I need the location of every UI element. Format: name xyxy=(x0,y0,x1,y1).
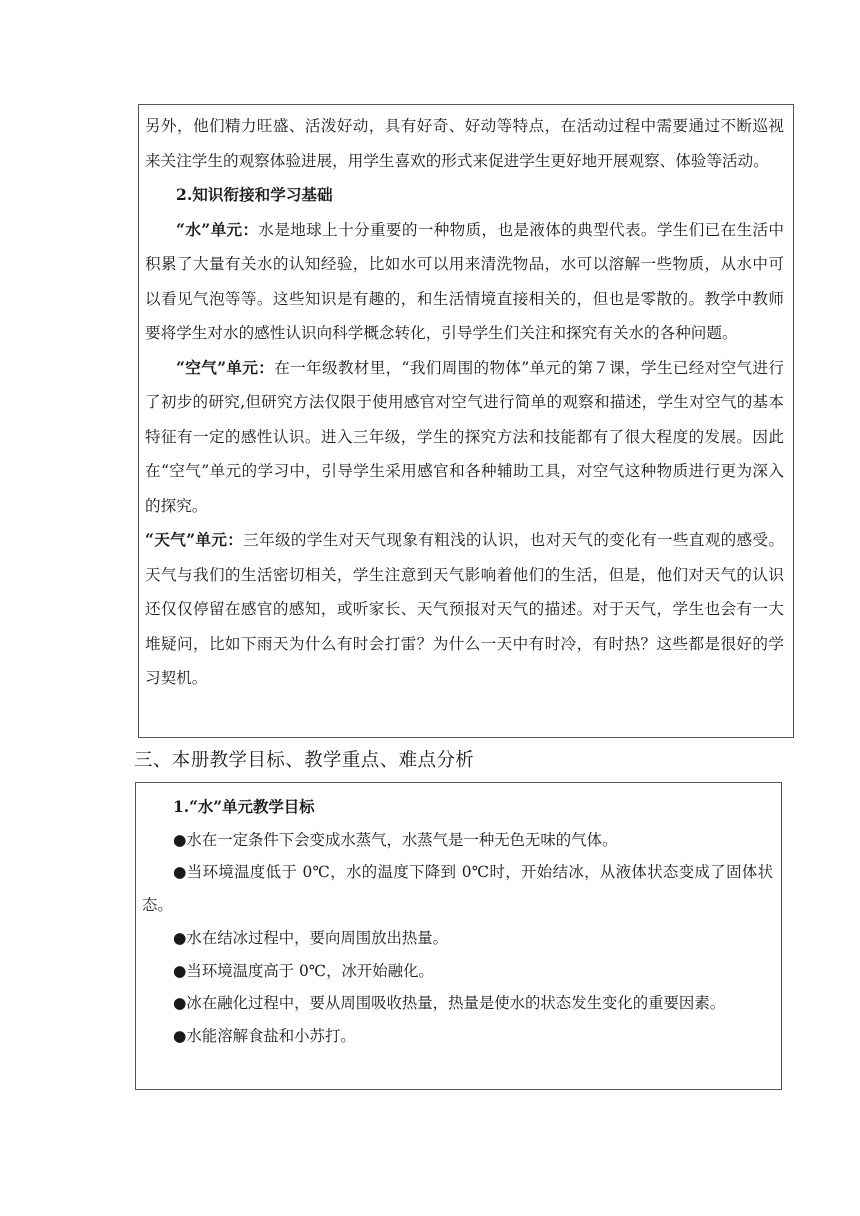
paragraph-water-unit xyxy=(145,213,784,351)
goal-item: ●水能溶解食盐和小苏打。 xyxy=(173,1026,356,1045)
goal-item: ●当环境温度低于 0℃，水的温度下降到 0℃时，开始结冰，从液体状态变成了固体状态。 xyxy=(142,863,773,915)
goal-item: ●冰在融化过程中，要从周围吸收热量，热量是使水的状态发生变化的重要因素。 xyxy=(173,994,726,1013)
weather-unit-text: 三年级的学生对天气现象有粗浅的认识，也对天气的变化有一些直观的感受。天气与我们的生活密切相关，学生注意到天气影响着他们的生活，但是，他们对天气的认识还仅仅停留在感官的感知，或听家长、天气预报对天气的描述。对于天气，学生也会有一大堆疑问，比如下雨天为什么有时会打雷？为什么一天中有时冷，有时热？这些都是很好的学习契机。 xyxy=(145,531,784,687)
goal-item: ●水在一定条件下会变成水蒸气，水蒸气是一种无色无味的气体。 xyxy=(173,830,618,849)
paragraph-weather-unit xyxy=(145,523,784,696)
water-unit-text: 水是地球上十分重要的一种物质，也是液体的典型代表。学生们已在生活中积累了大量有关水的认知经验，比如水可以用来清洗物品，水可以溶解一些物质，从水中可以看见气泡等等。这些知识是有趣的，和生活情境直接相关的，但也是零散的。教学中教师要将学生对水的感性认识向科学概念转化，引导学生们关注和探究有关水的各种问题。 xyxy=(145,220,784,342)
goal-item: ●水在结冰过程中，要向周围放出热量。 xyxy=(173,928,449,947)
water-goals-title: 1.“水”单元教学目标 xyxy=(173,798,315,816)
subheading-knowledge-foundation: 2.知识衔接和学习基础 xyxy=(176,185,333,204)
goal-item: ●当环境温度高于 0℃，冰开始融化。 xyxy=(173,961,434,980)
air-unit-text: 在一年级教材里，“我们周围的物体”单元的第７课，学生已经对空气进行了初步的研究,但研究方法仅限于使用感官对空气进行简单的观察和描述，学生对空气的基本特征有一定的感性认识。进入三年级，学生的探究方法和技能都有了很大程度的发展。因此在“空气”单元的学习中，引导学生采用感官和各种辅助工具，对空气这种物质进行更为深入的探究。 xyxy=(145,358,784,515)
section-heading: 三、本册教学目标、教学重点、难点分析 xyxy=(134,750,475,771)
paragraph-air-unit xyxy=(145,351,784,524)
learner-analysis-box xyxy=(138,104,794,738)
paragraph-activity-characteristics: 另外，他们精力旺盛、活泼好动，具有好奇、好动等特点，在活动过程中需要通过不断巡视来关注学生的观察体验进展，用学生喜欢的形式来促进学生更好地开展观察、体验等活动。 xyxy=(145,117,784,170)
water-unit-goals-box xyxy=(135,782,782,1090)
water-unit-label: “水”单元： xyxy=(176,219,259,239)
air-unit-label: “空气”单元： xyxy=(176,357,275,377)
weather-unit-label: “天气”单元： xyxy=(145,530,244,549)
